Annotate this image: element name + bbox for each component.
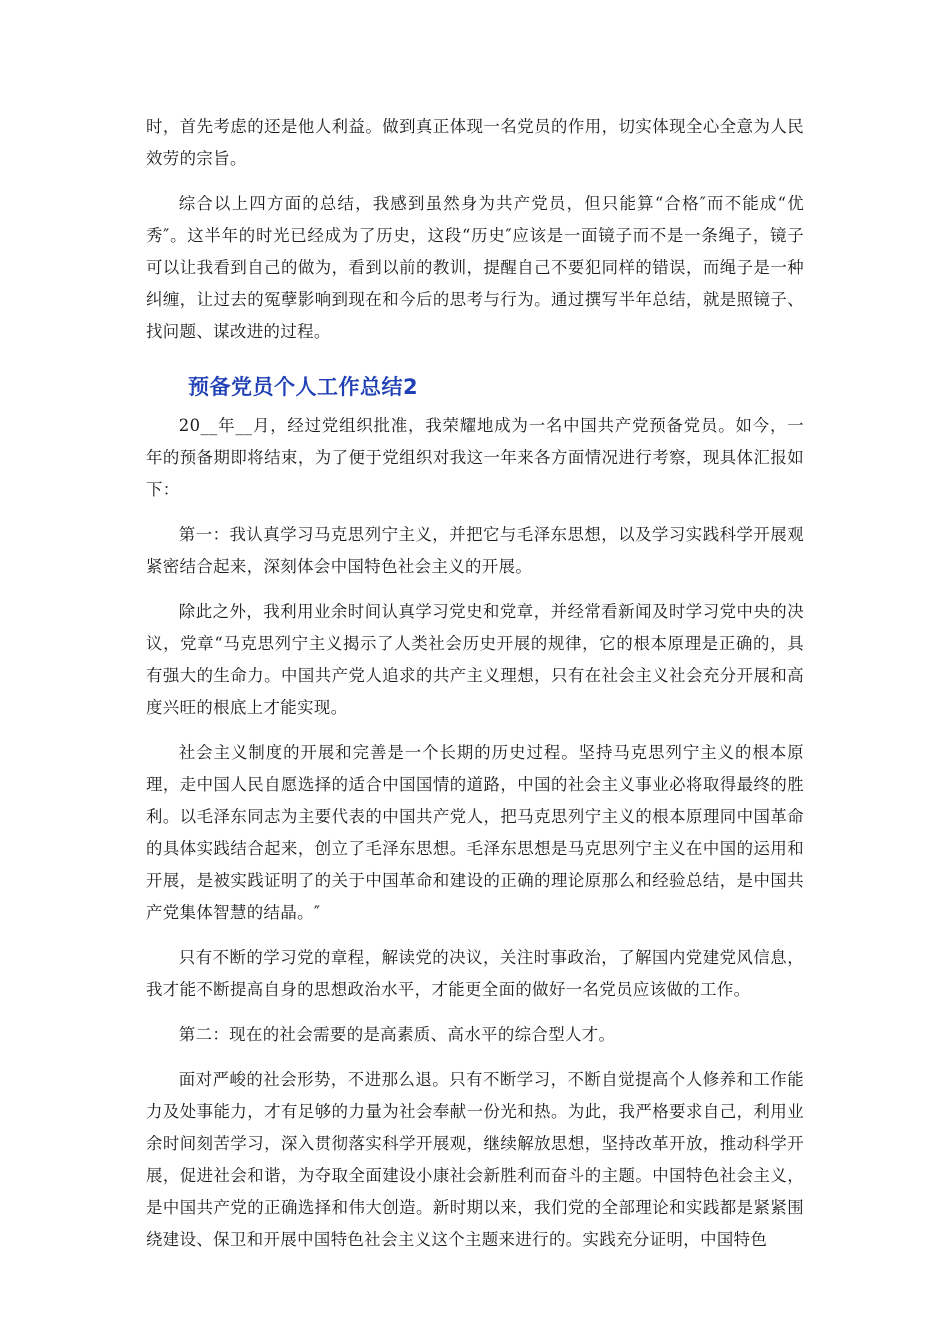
paragraph-second-point: 第二：现在的社会需要的是高素质、高水平的综合型人才。 — [178, 1025, 616, 1044]
document-body — [146, 111, 804, 1256]
paragraph-party-study: 除此之外，我利用业余时间认真学习党史和党章，并经常看新闻及时学习党中央的决议，党章“马克思列宁主义揭示了人类社会历史开展的规律，它的根本原理是正确的，具有强大的生命力。中国共产党人追求的共产主义理想，只有在社会主义社会充分开展和高度兴旺的根底上才能实现。 — [146, 602, 804, 717]
paragraph-continuous-learning: 只有不断的学习党的章程，解读党的决议，关注时事政治，了解国内党建党风信息，我才能不断提高自身的思想政治水平，才能更全面的做好一名党员应该做的工作。 — [146, 948, 804, 999]
paragraph-summary: 综合以上四方面的总结，我感到虽然身为共产党员，但只能算“合格″而不能成“优秀″。这半年的时光已经成为了历史，这段“历史″应该是一面镜子而不是一条绳子，镜子可以让我看到自己的做为，看到以前的教训，提醒自己不要犯同样的错误，而绳子是一种纠缠，让过去的冤孽影响到现在和今后的思考与行为。通过撰写半年总结，就是照镜子、找问题、谋改进的过程。 — [146, 194, 804, 341]
paragraph-social-situation: 面对严峻的社会形势，不进那么退。只有不断学习，不断自觉提高个人修养和工作能力及处事能力，才有足够的力量为社会奉献一份光和热。为此，我严格要求自己，利用业余时间刻苦学习，深入贯彻落实科学开展观，继续解放思想，坚持改革开放，推动科学开展，促进社会和谐，为夺取全面建设小康社会新胜利而奋斗的主题。中国特色社会主义，是中国共产党的正确选择和伟大创造。新时期以来，我们党的全部理论和实践都是紧紧围绕建设、保卫和开展中国特色社会主义这个主题来进行的。实践充分证明，中国特色 — [146, 1070, 804, 1249]
paragraph-continuation: 时，首先考虑的还是他人利益。做到真正体现一名党员的作用，切实体现全心全意为人民效劳的宗旨。 — [146, 117, 804, 168]
paragraph-first-point: 第一：我认真学习马克思列宁主义，并把它与毛泽东思想，以及学习实践科学开展观紧密结合起来，深刻体会中国特色社会主义的开展。 — [146, 525, 804, 576]
section-title: 预备党员个人工作总结2 — [188, 375, 419, 399]
paragraph-socialism: 社会主义制度的开展和完善是一个长期的历史过程。坚持马克思列宁主义的根本原理，走中国人民自愿选择的适合中国国情的道路，中国的社会主义事业必将取得最终的胜利。以毛泽东同志为主要代表的中国共产党人，把马克思列宁主义的根本原理同中国革命的具体实践结合起来，创立了毛泽东思想。毛泽东思想是马克思列宁主义在中国的运用和开展，是被实践证明了的关于中国革命和建设的正确的理论原那么和经验总结，是中国共产党集体智慧的结晶。″ — [146, 743, 804, 922]
paragraph-intro: 20__年__月，经过党组织批准，我荣耀地成为一名中国共产党预备党员。如今，一年的预备期即将结束，为了便于党组织对我这一年来各方面情况进行考察，现具体汇报如下： — [146, 416, 804, 499]
